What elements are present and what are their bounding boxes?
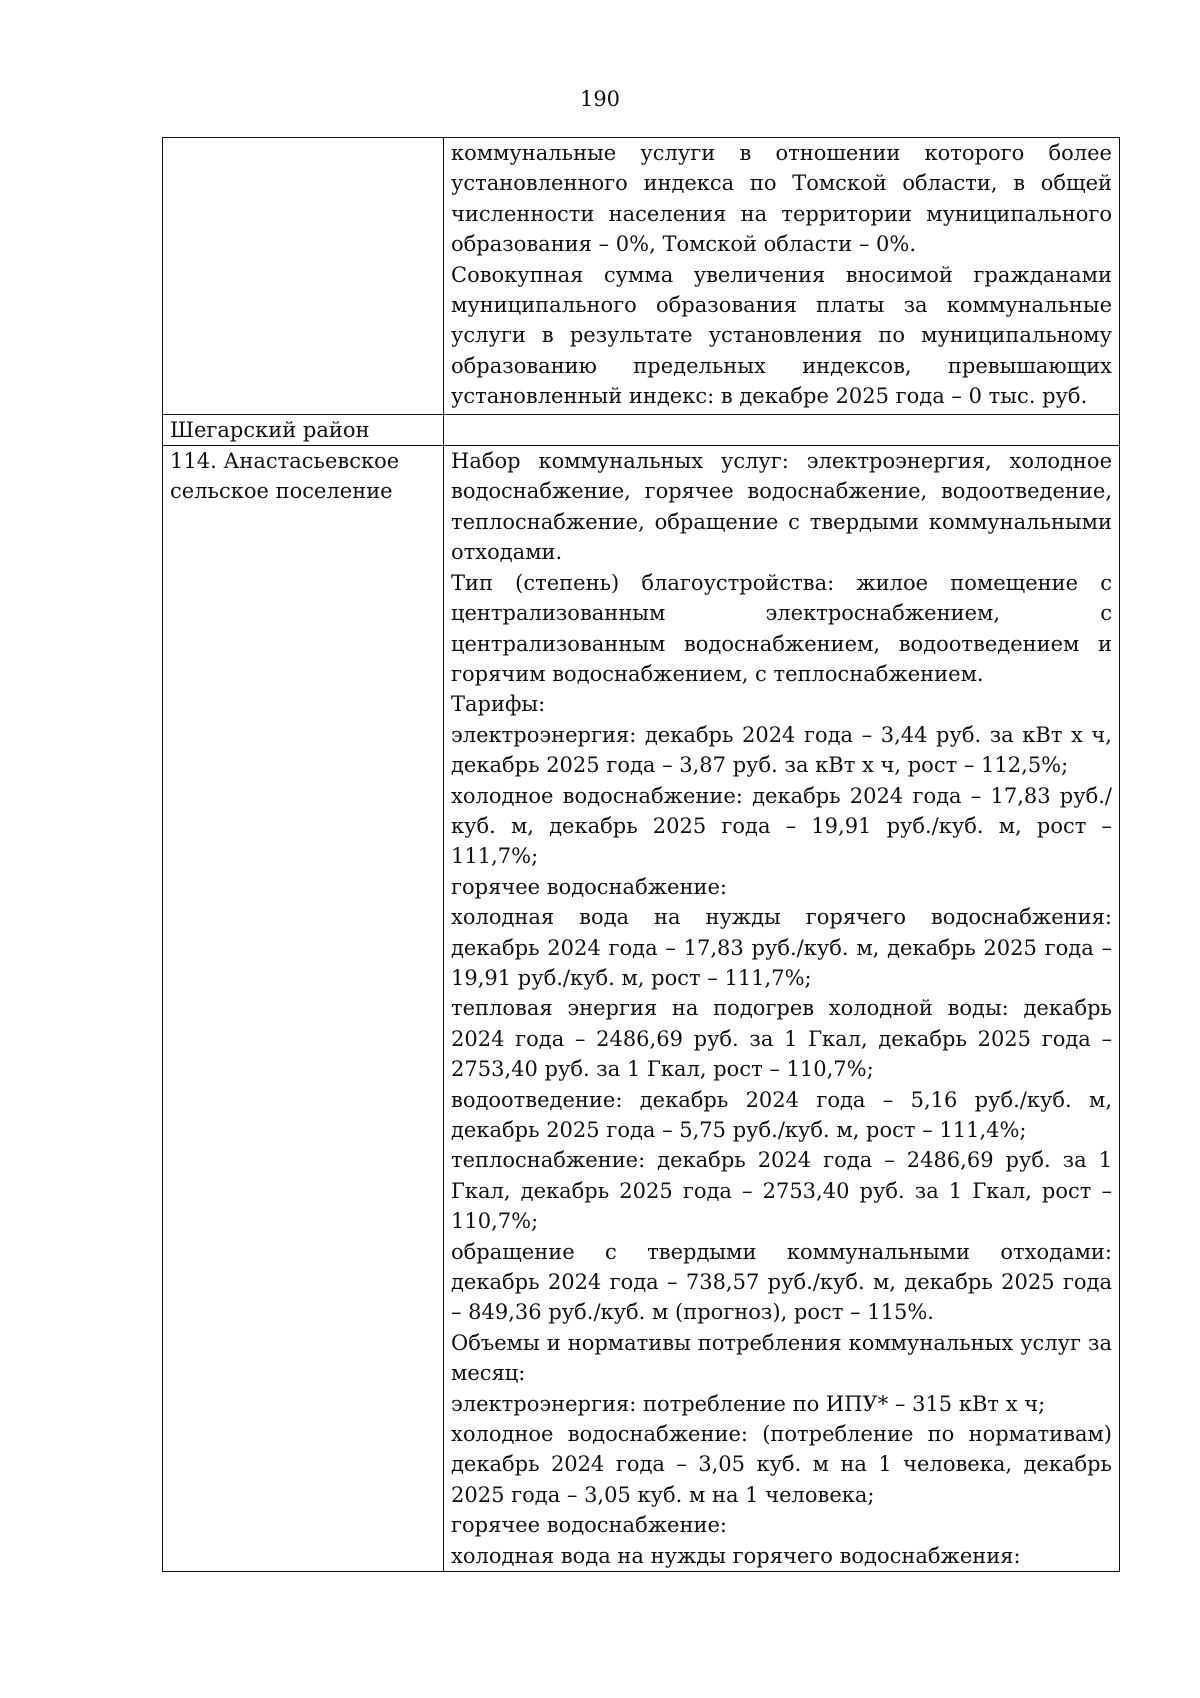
table-cell-description [444,138,1120,415]
table-cell-description [444,446,1120,1572]
paragraph: холодное водоснабжение: декабрь 2024 года – 17,83 руб./куб. м, декабрь 2025 года – 19,91 руб./куб. м, рост – 111,7%; [451,783,1112,869]
table-row [163,138,1120,415]
paragraph: теплоснабжение: декабрь 2024 года – 2486,69 руб. за 1 Гкал, декабрь 2025 года – 2753,40 руб. за 1 Гкал, рост – 110,7%; [451,1148,1112,1234]
paragraph: обращение с твердыми коммунальными отходами: декабрь 2024 года – 738,57 руб./куб. м, декабрь 2025 года – 849,36 руб./куб. м (прогноз), рост – 115%. [451,1239,1112,1325]
paragraph: Тип (степень) благоустройства: жилое помещение с централизованным электроснабжением, с централизованным водоснабжением, водоотведением и горячим водоснабжением, с теплоснабжением. [451,570,1112,686]
paragraph: водоотведение: декабрь 2024 года – 5,16 руб./куб. м, декабрь 2025 года – 5,75 руб./куб. м, рост – 111,4%; [451,1087,1112,1142]
paragraph: холодная вода на нужды горячего водоснабжения: декабрь 2024 года – 17,83 руб./куб. м, декабрь 2025 года – 19,91 руб./куб. м, рост – 111,7%; [451,905,1112,990]
table-row [163,446,1120,1572]
paragraph: Тарифы: [451,692,546,717]
district-name: Шегарский район [170,417,370,442]
paragraph: коммунальные услуги в отношении которого более установленного индекса по Томской области, в общей численности населения на территории муниципального образования – 0%, Томской области – 0%. [451,141,1112,257]
paragraph: Набор коммунальных услуг: электроэнергия, холодное водоснабжение, горячее водоснабжение, водоотведение, теплоснабжение, обращение с твердыми коммунальными отходами. [451,449,1112,565]
paragraph: электроэнергия: потребление по ИПУ* – 315 кВт х ч; [451,1391,1046,1416]
table-cell-municipality [163,446,444,1572]
paragraph: Объемы и нормативы потребления коммунальных услуг за месяц: [451,1330,1112,1386]
table-cell-district [163,414,444,445]
paragraph: тепловая энергия на подогрев холодной воды: декабрь 2024 года – 2486,69 руб. за 1 Гкал, декабрь 2025 года – 2753,40 руб. за 1 Гкал, рост – 110,7%; [451,996,1112,1082]
municipality-name: 114. Анастасьевское сельское поселение [170,449,400,504]
table-row [163,414,1120,445]
paragraph: электроэнергия: декабрь 2024 года – 3,44 руб. за кВт х ч, декабрь 2025 года – 3,87 руб. за кВт х ч, рост – 112,5%; [451,722,1112,778]
paragraph: холодное водоснабжение: (потребление по нормативам) декабрь 2024 года – 3,05 куб. м на 1 человека, декабрь 2025 года – 3,05 куб. м на 1 человека; [451,1422,1112,1507]
table-cell-empty [444,414,1120,445]
document-table [162,137,1120,1572]
table-cell-municipality [163,138,444,415]
page-number: 190 [579,87,621,111]
paragraph: Совокупная сумма увеличения вносимой гражданами муниципального образования платы за коммунальные услуги в результате установления по муниципальному образованию предельных индексов, превышающих установленный индекс: в декабре 2025 года – 0 тыс. руб. [451,262,1112,409]
paragraph: горячее водоснабжение: [451,1513,727,1538]
paragraph: холодная вода на нужды горячего водоснабжения: [451,1543,1021,1568]
paragraph: горячее водоснабжение: [451,874,727,899]
